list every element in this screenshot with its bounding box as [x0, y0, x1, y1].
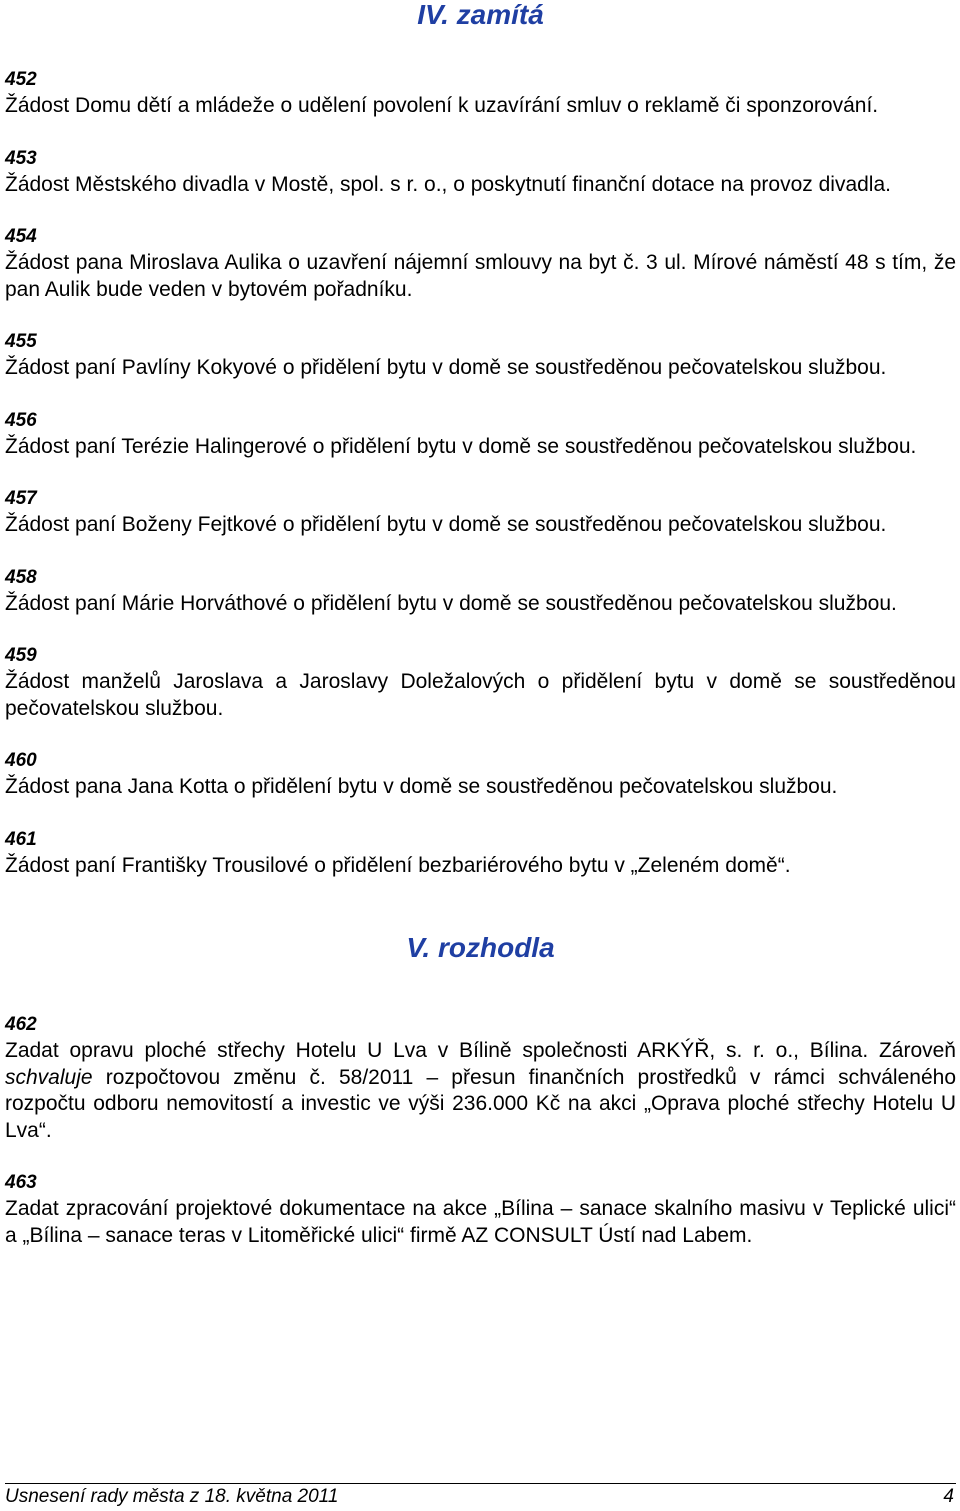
resolution-text: Žádost manželů Jaroslava a Jaroslavy Doležalových o přidělení bytu v domě se soustředěnou pečovatelskou službou.	[5, 670, 956, 720]
resolution-number: 461	[5, 828, 37, 850]
resolution-number: 457	[5, 488, 37, 509]
resolution-text: Žádost paní Márie Horváthové o přidělení bytu v domě se soustředěnou pečovatelskou službou.	[5, 591, 897, 615]
resolution-text-part: Zadat opravu ploché střechy Hotelu U Lva v Bílině společnosti ARKÝŘ, s. r. o., Bílina. Zároveň	[5, 1039, 956, 1062]
resolution-item-454	[5, 223, 956, 303]
resolution-item-462	[5, 1011, 956, 1144]
resolution-text: Žádost Městského divadla v Mostě, spol. s r. o., o poskytnutí finanční dotace na provoz divadla.	[5, 172, 891, 196]
resolution-text: Žádost pana Jana Kotta o přidělení bytu v domě se soustředěnou pečovatelskou službou.	[5, 775, 838, 798]
resolution-number: 456	[5, 409, 37, 431]
resolution-text: Žádost paní Boženy Fejtkové o přidělení bytu v domě se soustředěnou pečovatelskou službou.	[5, 513, 887, 536]
resolution-number: 452	[5, 69, 37, 90]
resolution-number: 453	[5, 147, 37, 169]
resolution-item-458	[5, 564, 956, 618]
document-page	[5, 0, 956, 1511]
resolution-text-part: rozpočtovou změnu č. 58/2011 – přesun finančních prostředků v rámci schváleného rozpočtu odboru nemovitostí a investic ve výši 236.000 Kč na akci „Oprava ploché střechy Hotelu U Lva“.	[5, 1065, 956, 1142]
resolution-number: 460	[5, 750, 37, 771]
resolution-text: Žádost paní Terézie Halingerové o přidělení bytu v domě se soustředěnou pečovatelskou službou.	[5, 434, 917, 458]
resolution-number: 459	[5, 645, 37, 666]
resolution-number: 463	[5, 1172, 37, 1193]
resolution-text: Žádost paní Pavlíny Kokyové o přidělení bytu v domě se soustředěnou pečovatelskou službou.	[5, 356, 887, 379]
resolution-text: Žádost Domu dětí a mládeže o udělení povolení k uzavírání smluv o reklamě či sponzorování.	[5, 94, 879, 117]
resolution-number: 454	[5, 226, 37, 247]
section-heading-rozhodla: V. rozhodla	[406, 932, 555, 963]
resolution-item-452	[5, 66, 956, 120]
resolution-text: Zadat zpracování projektové dokumentace na akce „Bílina – sanace skalního masivu v Teplické ulici“ a „Bílina – sanace teras v Litoměřické ulici“ firmě AZ CONSULT Ústí nad Labem.	[5, 1197, 956, 1247]
resolution-item-457	[5, 485, 956, 539]
page-footer	[5, 1483, 956, 1510]
resolution-number: 455	[5, 331, 37, 352]
section-heading-zamita: IV. zamítá	[417, 0, 544, 30]
resolution-item-455	[5, 328, 956, 382]
resolution-number: 462	[5, 1014, 37, 1035]
resolution-text-emphasis: schvaluje	[5, 1065, 93, 1089]
rejected-items-list	[5, 66, 956, 879]
resolution-text	[5, 1038, 956, 1144]
resolution-item-460	[5, 747, 956, 801]
footer-title: Usnesení rady města z 18. května 2011	[5, 1486, 339, 1507]
resolution-item-463	[5, 1169, 956, 1249]
page-number: 4	[943, 1486, 954, 1507]
resolution-item-461	[5, 826, 956, 880]
resolution-text: Žádost paní Františky Trousilové o přidělení bezbariérového bytu v „Zeleném domě“.	[5, 853, 791, 877]
resolution-text: Žádost pana Miroslava Aulika o uzavření nájemní smlouvy na byt č. 3 ul. Mírové náměstí 48 s tím, že pan Aulik bude veden v bytovém pořadníku.	[5, 251, 956, 301]
resolution-item-453	[5, 145, 956, 199]
resolution-number: 458	[5, 566, 37, 588]
resolution-item-456	[5, 407, 956, 461]
resolution-item-459	[5, 642, 956, 722]
decided-items-list	[5, 1011, 956, 1249]
